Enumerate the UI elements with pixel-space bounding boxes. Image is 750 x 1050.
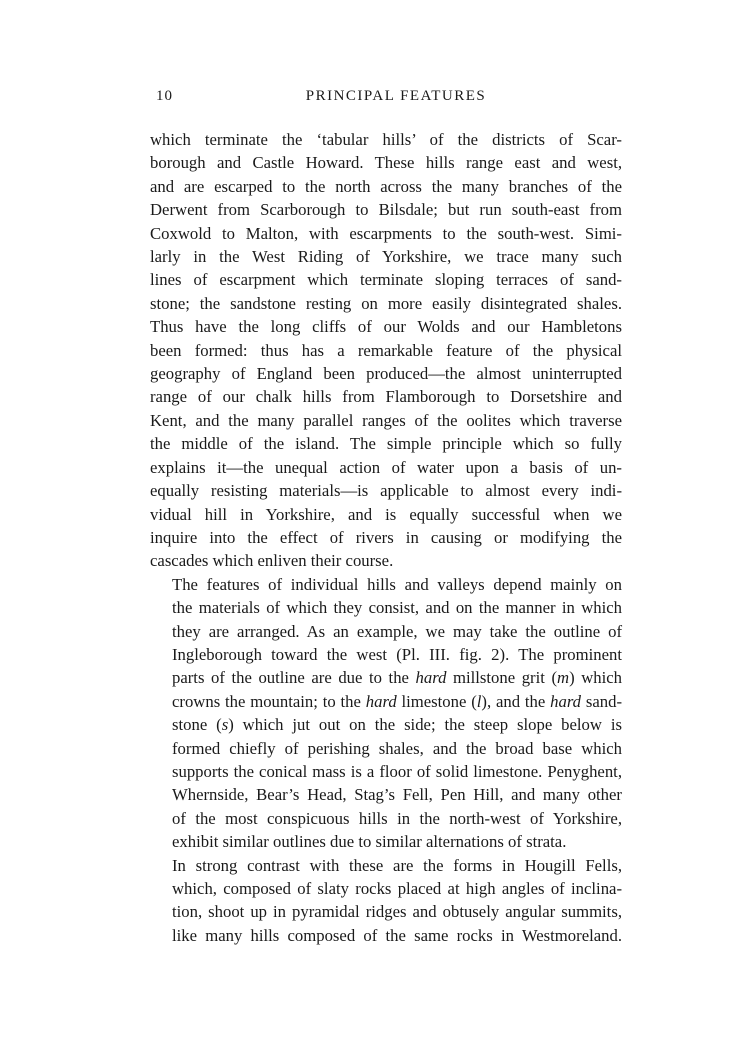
text-line: the middle of the island. The simple principle which so fully bbox=[150, 434, 622, 454]
paragraph-2 bbox=[150, 573, 622, 854]
text-line: Derwent from Scarborough to Bilsdale; but run south-east from bbox=[150, 200, 622, 220]
text-line: formed chiefly of perishing shales, and the broad base which bbox=[172, 738, 622, 758]
text-line: equally resisting materials—is applicable to almost every indi- bbox=[150, 481, 622, 501]
text-line: tion, shoot up in pyramidal ridges and obtusely angular summits, bbox=[172, 902, 622, 922]
text-line: Whernside, Bear’s Head, Stag’s Fell, Pen Hill, and many other bbox=[172, 785, 622, 805]
text-line: been formed: thus has a remarkable feature of the physical bbox=[150, 340, 622, 360]
text-line: parts of the outline are due to the hard millstone grit (m) which bbox=[172, 668, 622, 688]
text-line: supports the conical mass is a floor of solid limestone. Penyghent, bbox=[172, 761, 622, 781]
text-line: stone; the sandstone resting on more easily disintegrated shales. bbox=[150, 293, 622, 313]
paragraph-1 bbox=[150, 128, 622, 573]
text-line: range of our chalk hills from Flamborough to Dorsetshire and bbox=[150, 387, 622, 407]
text-line: which terminate the ‘tabular hills’ of the districts of Scar- bbox=[150, 130, 622, 149]
book-page bbox=[150, 80, 622, 1020]
text-line: stone (s) which jut out on the side; the steep slope below is bbox=[172, 715, 622, 735]
text-line: geography of England been produced—the almost uninterrupted bbox=[150, 364, 622, 384]
text-line: vidual hill in Yorkshire, and is equally successful when we bbox=[150, 504, 622, 524]
text-line: Kent, and the many parallel ranges of the oolites which traverse bbox=[150, 410, 622, 430]
paragraph-3 bbox=[150, 854, 622, 948]
text-line: inquire into the effect of rivers in causing or modifying the bbox=[150, 527, 622, 547]
text-line: In strong contrast with these are the forms in Hougill Fells, bbox=[172, 855, 622, 875]
text-line: of the most conspicuous hills in the north-west of Yorkshire, bbox=[172, 808, 622, 828]
page-number: 10 bbox=[156, 88, 173, 104]
text-line: lines of escarpment which terminate sloping terraces of sand- bbox=[150, 270, 622, 290]
text-line: they are arranged. As an example, we may take the outline of bbox=[172, 621, 622, 641]
text-line: Thus have the long cliffs of our Wolds and our Hambletons bbox=[150, 317, 622, 337]
body-text bbox=[150, 128, 622, 947]
text-line: explains it—the unequal action of water upon a basis of un- bbox=[150, 457, 622, 477]
text-line: larly in the West Riding of Yorkshire, we trace many such bbox=[150, 247, 622, 267]
text-line: cascades which enliven their course. bbox=[150, 551, 394, 571]
text-line: borough and Castle Howard. These hills range east and west, bbox=[150, 153, 622, 173]
text-line: Coxwold to Malton, with escarpments to the south-west. Simi- bbox=[150, 223, 622, 243]
text-line: Ingleborough toward the west (Pl. III. fig. 2). The prominent bbox=[172, 644, 622, 664]
text-line: like many hills composed of the same rocks in Westmoreland. bbox=[172, 925, 622, 945]
running-head bbox=[150, 80, 622, 106]
text-line: which, composed of slaty rocks placed at high angles of inclina- bbox=[172, 879, 622, 898]
text-line: The features of individual hills and valleys depend mainly on bbox=[172, 574, 622, 594]
text-line: crowns the mountain; to the hard limestone (l), and the hard sand- bbox=[172, 691, 623, 711]
text-line: and are escarped to the north across the many branches of the bbox=[150, 176, 622, 196]
running-title: PRINCIPAL FEATURES bbox=[305, 88, 487, 104]
text-line: the materials of which they consist, and on the manner in which bbox=[172, 598, 622, 618]
text-line: exhibit similar outlines due to similar alternations of strata. bbox=[172, 832, 567, 852]
